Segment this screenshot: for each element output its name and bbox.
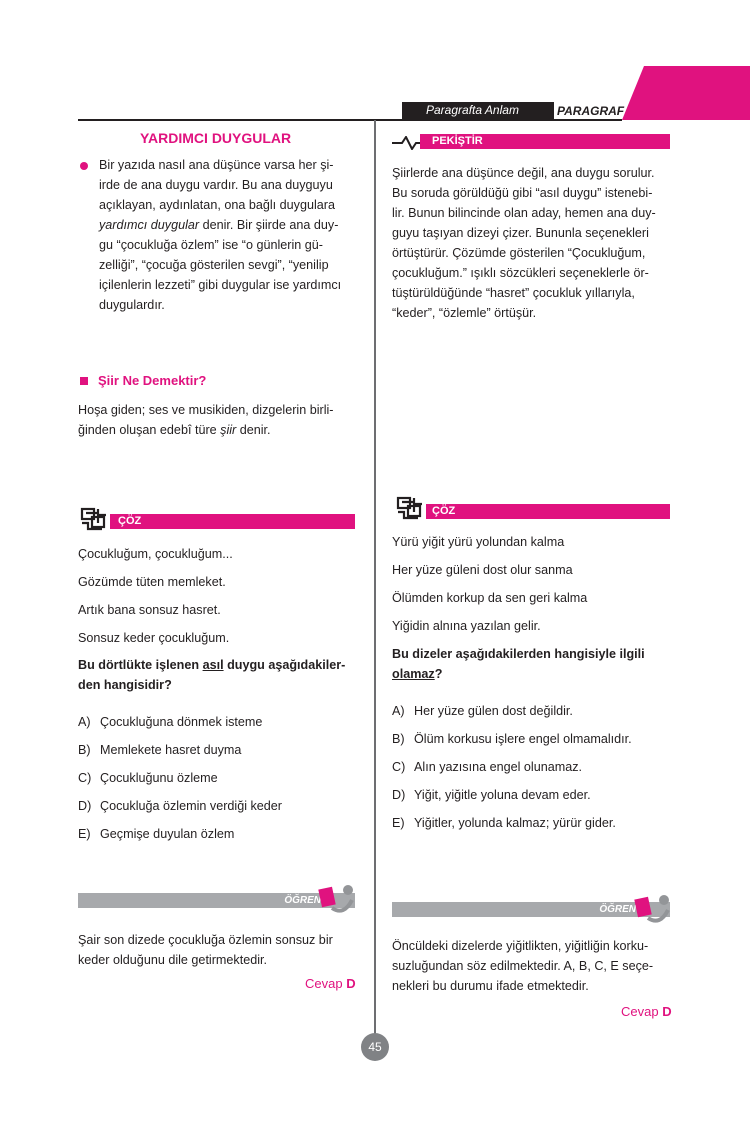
verse: Sonsuz keder çocukluğum. bbox=[78, 631, 230, 645]
option-a[interactable] bbox=[78, 708, 282, 736]
question-emphasis: olamaz bbox=[392, 667, 435, 681]
line-start: ğinden oluşan edebî türe bbox=[78, 423, 221, 437]
ogren-book-icon bbox=[634, 892, 674, 929]
line: duygulardır. bbox=[99, 298, 165, 312]
line: açıklayan, aydınlatan, ona bağlı duygulara bbox=[99, 198, 335, 212]
line: Hoşa giden; ses ve musikiden, dizgelerin birli- bbox=[78, 403, 334, 417]
verse: Yürü yiğit yürü yolundan kalma bbox=[392, 535, 565, 549]
verse: Her yüze güleni dost olur sanma bbox=[392, 563, 573, 577]
right-answer bbox=[621, 1004, 672, 1019]
header-accent bbox=[622, 66, 750, 120]
pekistir-bar: PEKİŞTİR bbox=[420, 134, 670, 149]
line: Şair son dizede çocukluğa özlemin sonsuz bir bbox=[78, 933, 333, 947]
option-letter: C) bbox=[78, 771, 92, 785]
option-text: Her yüze gülen dost değildir. bbox=[414, 704, 573, 718]
option-letter: D) bbox=[392, 788, 406, 802]
line: den hangisidir? bbox=[78, 678, 172, 692]
coz-knot-icon bbox=[78, 505, 112, 540]
option-text: Çocukluğuna dönmek isteme bbox=[100, 715, 263, 729]
line-end: denir. bbox=[236, 423, 271, 437]
line: guyu taşıyan dizeyi çizer. Bununla seçenekleri bbox=[392, 226, 649, 240]
line: irde de ana duygu vardır. Bu ana duyguyu bbox=[99, 178, 333, 192]
line: Bu dizeler aşağıdakilerden hangisiyle ilgili bbox=[392, 647, 645, 661]
line bbox=[392, 664, 674, 684]
question-emphasis: asıl bbox=[202, 658, 224, 672]
header-bar bbox=[402, 102, 625, 120]
option-letter: E) bbox=[78, 827, 91, 841]
option-b[interactable] bbox=[78, 736, 282, 764]
option-text: Yiğitler, yolunda kalmaz; yürür gider. bbox=[414, 816, 616, 830]
option-e[interactable] bbox=[392, 809, 632, 837]
option-text: Ölüm korkusu işlere engel olmamalıdır. bbox=[414, 732, 632, 746]
option-letter: D) bbox=[78, 799, 92, 813]
question-part: Bu dörtlükte işlenen bbox=[78, 658, 203, 672]
line: Öncüldeki dizelerde yiğitlikten, yiğitliğin korku- bbox=[392, 939, 649, 953]
yardimci-duygular-term: yardımcı duygular bbox=[99, 218, 200, 232]
siir-heading: Şiir Ne Demektir? bbox=[98, 373, 207, 388]
line: suzluğundan söz edilmektedir. A, B, C, E seçe- bbox=[392, 959, 654, 973]
option-text: Alın yazısına engel olunamaz. bbox=[414, 760, 583, 774]
left-verses bbox=[78, 540, 233, 652]
line: içilenlerin lezzeti” gibi duygular ise yardımcı bbox=[99, 278, 342, 292]
right-explanation bbox=[392, 936, 674, 996]
option-letter: E) bbox=[392, 816, 405, 830]
answer-label: Cevap bbox=[305, 976, 343, 991]
pekistir-text bbox=[392, 163, 674, 323]
ogren-bar: ÖĞREN bbox=[78, 893, 355, 908]
bullet-dot bbox=[80, 162, 88, 170]
line bbox=[78, 655, 363, 675]
line: lir. Bunun bilincinde olan aday, hemen ana duy- bbox=[392, 206, 656, 220]
option-text: Yiğit, yiğitle yoluna devam eder. bbox=[414, 788, 591, 802]
siir-term: şiir bbox=[220, 423, 237, 437]
line-rest: denir. Bir şiirde ana duy- bbox=[199, 218, 339, 232]
option-letter: A) bbox=[78, 715, 91, 729]
answer-letter: D bbox=[346, 976, 356, 991]
header-subject: PARAGRAF bbox=[554, 102, 622, 120]
left-explanation bbox=[78, 930, 363, 970]
right-question bbox=[392, 644, 674, 684]
question-part: duygu aşağıdakiler- bbox=[223, 658, 346, 672]
option-d[interactable] bbox=[78, 792, 282, 820]
ogren-book-icon bbox=[318, 882, 358, 919]
header-rule bbox=[78, 119, 622, 121]
left-question bbox=[78, 655, 363, 695]
column-divider bbox=[374, 120, 376, 1040]
option-e[interactable] bbox=[78, 820, 282, 848]
verse: Gözümde tüten memleket. bbox=[78, 575, 226, 589]
line: zelliği”, “çocuğa gösterilen sevgi”, “yenilip bbox=[99, 258, 329, 272]
option-letter: B) bbox=[78, 743, 91, 757]
verse: Yiğidin alnına yazılan gelir. bbox=[392, 619, 541, 633]
option-a[interactable] bbox=[392, 697, 632, 725]
option-c[interactable] bbox=[392, 753, 632, 781]
yardimci-duygular-heading: YARDIMCI DUYGULAR bbox=[140, 130, 292, 146]
left-options bbox=[78, 708, 282, 848]
option-d[interactable] bbox=[392, 781, 632, 809]
option-text: Memlekete hasret duyma bbox=[100, 743, 242, 757]
answer-letter: D bbox=[662, 1004, 672, 1019]
line: keder olduğunu dile getirmektedir. bbox=[78, 953, 268, 967]
square-bullet-icon bbox=[80, 377, 88, 385]
option-letter: C) bbox=[392, 760, 406, 774]
option-letter: A) bbox=[392, 704, 405, 718]
page-number: 45 bbox=[361, 1033, 389, 1061]
option-b[interactable] bbox=[392, 725, 632, 753]
right-verses bbox=[392, 528, 587, 640]
verse: Artık bana sonsuz hasret. bbox=[78, 603, 221, 617]
line bbox=[99, 215, 359, 235]
bullet-paragraph bbox=[99, 155, 359, 315]
option-text: Çocukluğunu özleme bbox=[100, 771, 218, 785]
line: “keder”, “özlemle” örtüşür. bbox=[392, 306, 537, 320]
header-section: Paragrafta Anlam bbox=[426, 103, 519, 117]
line bbox=[78, 420, 363, 440]
coz-bar: ÇÖZ bbox=[110, 514, 355, 529]
line: örtüştürür. Çözümde gösterilen “Çocukluğum, bbox=[392, 246, 646, 260]
line: gu “çocukluğa özlem” ise “o günlerin gü- bbox=[99, 238, 324, 252]
coz-knot-icon bbox=[394, 494, 428, 529]
line: Şiirlerde ana düşünce değil, ana duygu sorulur. bbox=[392, 166, 655, 180]
option-text: Çocukluğa özlemin verdiği keder bbox=[100, 799, 283, 813]
option-letter: B) bbox=[392, 732, 405, 746]
line: nekleri bu durumu ifade etmektedir. bbox=[392, 979, 589, 993]
answer-label: Cevap bbox=[621, 1004, 659, 1019]
line: çocukluğum.” ışıklı sözcükleri seçeneklerle ör- bbox=[392, 266, 649, 280]
option-c[interactable] bbox=[78, 764, 282, 792]
right-options bbox=[392, 697, 632, 837]
line: Bir yazıda nasıl ana düşünce varsa her şi- bbox=[99, 158, 334, 172]
verse: Ölümden korkup da sen geri kalma bbox=[392, 591, 588, 605]
line: Bu soruda görüldüğü gibi “asıl duygu” istenebi- bbox=[392, 186, 653, 200]
line: tüştürüldüğünde “hasret” çocukluk yıllarıyla, bbox=[392, 286, 635, 300]
siir-definition bbox=[78, 400, 363, 440]
ogren-bar: ÖĞREN bbox=[392, 902, 670, 917]
option-text: Geçmişe duyulan özlem bbox=[100, 827, 235, 841]
question-part: ? bbox=[434, 667, 443, 681]
left-answer bbox=[305, 976, 356, 991]
coz-bar: ÇÖZ bbox=[426, 504, 670, 519]
verse: Çocukluğum, çocukluğum... bbox=[78, 547, 233, 561]
